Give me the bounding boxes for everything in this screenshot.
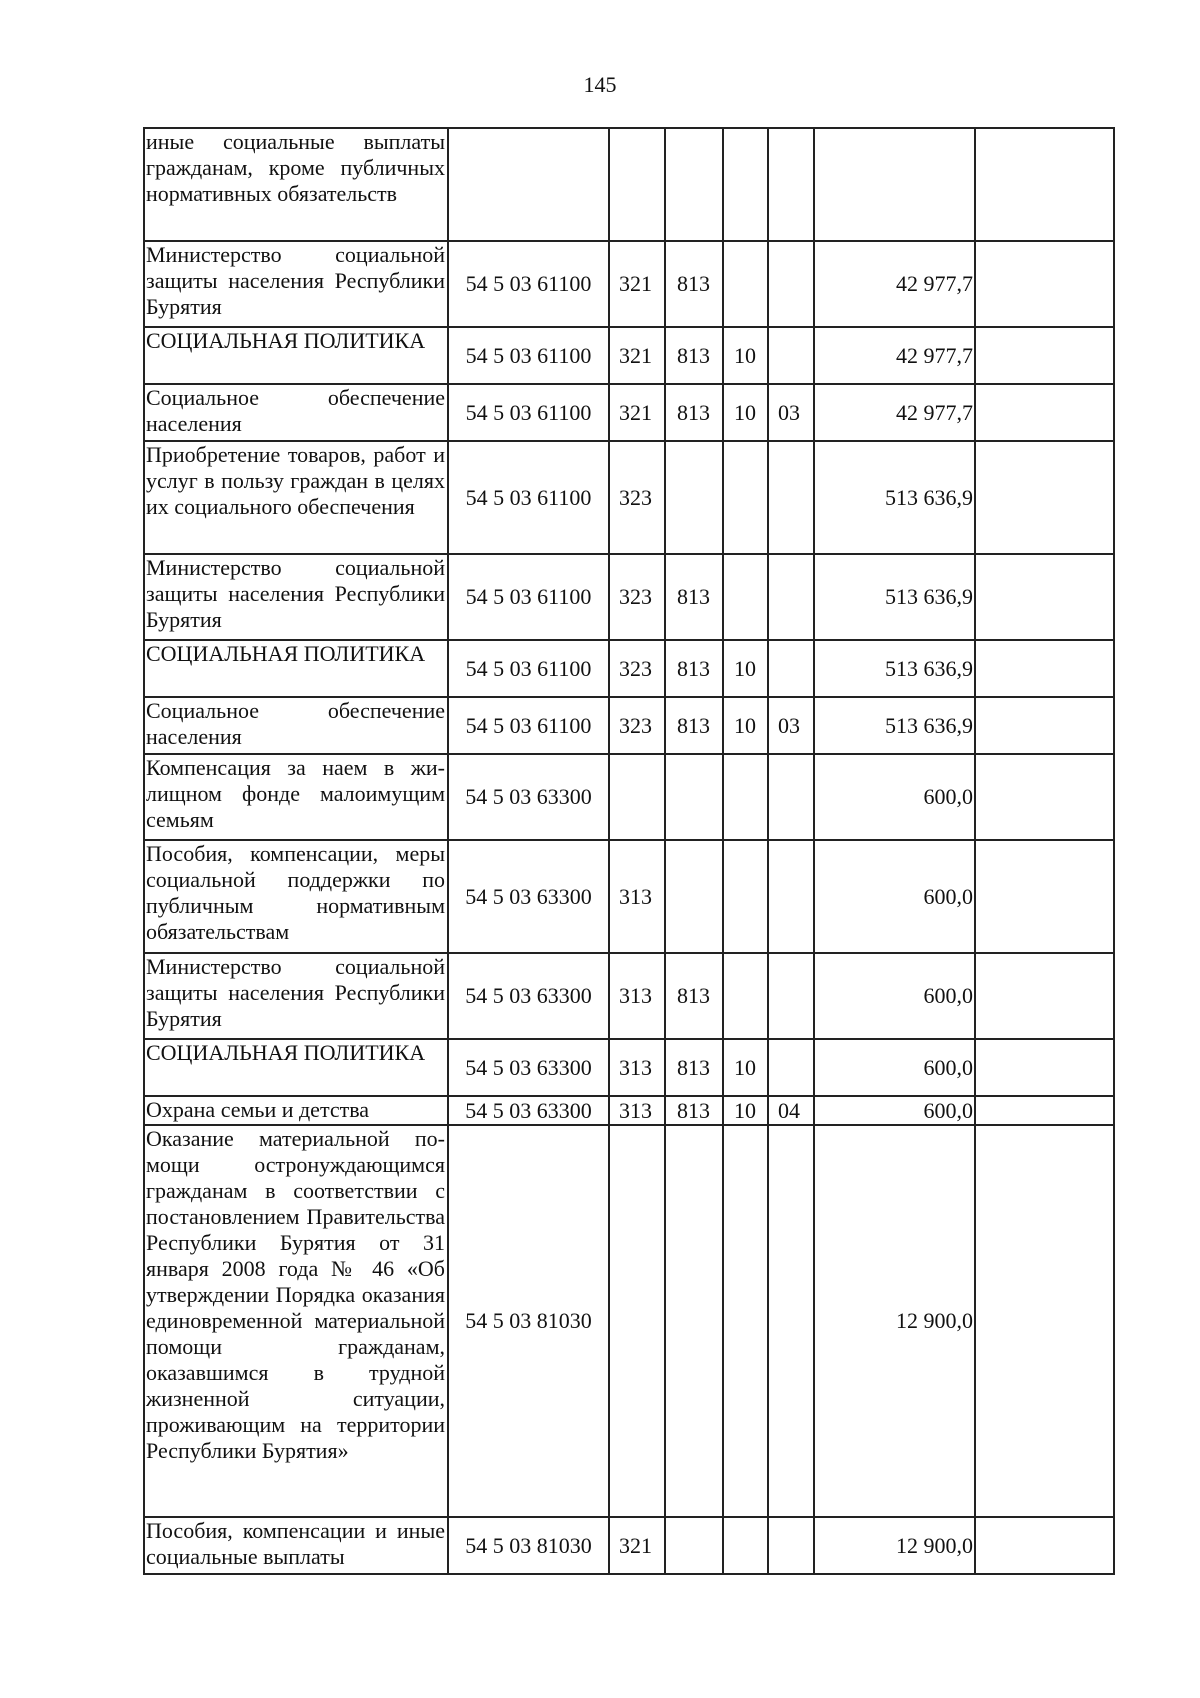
row-grbs-code: 813 [665, 241, 723, 327]
row-vr-code [609, 1125, 665, 1517]
table-row [144, 697, 1114, 754]
row-extra-cell [975, 754, 1114, 840]
row-name: СОЦИАЛЬНАЯ ПОЛИТИКА [144, 640, 448, 697]
row-pr-code [768, 640, 814, 697]
table-row [144, 1517, 1114, 1574]
row-vr-code: 313 [609, 1096, 665, 1125]
row-extra-cell [975, 554, 1114, 640]
row-extra-cell [975, 953, 1114, 1039]
row-rz-code [723, 840, 768, 953]
table-row [144, 953, 1114, 1039]
row-extra-cell [975, 697, 1114, 754]
row-csr-code: 54 5 03 63300 [448, 840, 609, 953]
row-name: Приобретение товаров, работ и услуг в пользу граждан в целях их социального обеспечения [144, 441, 448, 554]
row-csr-code: 54 5 03 63300 [448, 1039, 609, 1096]
row-pr-code: 03 [768, 697, 814, 754]
row-vr-code: 321 [609, 1517, 665, 1574]
table-row [144, 754, 1114, 840]
row-vr-code: 323 [609, 441, 665, 554]
row-rz-code: 10 [723, 1096, 768, 1125]
budget-table [143, 127, 1115, 1575]
row-csr-code: 54 5 03 63300 [448, 953, 609, 1039]
row-grbs-code [665, 840, 723, 953]
row-extra-cell [975, 384, 1114, 441]
table-row [144, 241, 1114, 327]
row-vr-code: 313 [609, 1039, 665, 1096]
row-grbs-code: 813 [665, 327, 723, 384]
row-extra-cell [975, 241, 1114, 327]
row-rz-code: 10 [723, 384, 768, 441]
row-pr-code [768, 1125, 814, 1517]
row-rz-code [723, 754, 768, 840]
row-grbs-code [665, 441, 723, 554]
row-grbs-code: 813 [665, 1039, 723, 1096]
row-name: Пособия, компенсации и иные социальные выплаты [144, 1517, 448, 1574]
row-extra-cell [975, 327, 1114, 384]
table-row [144, 640, 1114, 697]
row-rz-code [723, 241, 768, 327]
row-name: Оказание материальной помощи остронуждающимся гражданам в соответствии с постановлением Правительства Республики Бурятия от 31 января 2008 года № 46 «Об утверждении Порядка оказания единовременной материальной помощи гражданам, оказавшимся в трудной жизненной ситуации, проживающим на территории Республики Бурятия» [144, 1125, 448, 1517]
row-sum: 600,0 [814, 754, 975, 840]
table-row [144, 327, 1114, 384]
row-grbs-code [665, 1517, 723, 1574]
row-pr-code: 04 [768, 1096, 814, 1125]
row-vr-code: 323 [609, 697, 665, 754]
row-csr-code: 54 5 03 61100 [448, 640, 609, 697]
row-rz-code [723, 128, 768, 241]
row-sum: 42 977,7 [814, 327, 975, 384]
row-grbs-code: 813 [665, 697, 723, 754]
row-rz-code [723, 1125, 768, 1517]
row-grbs-code: 813 [665, 384, 723, 441]
table-row [144, 1096, 1114, 1125]
row-rz-code: 10 [723, 1039, 768, 1096]
row-csr-code: 54 5 03 61100 [448, 241, 609, 327]
row-sum: 600,0 [814, 1096, 975, 1125]
row-rz-code [723, 1517, 768, 1574]
row-extra-cell [975, 1096, 1114, 1125]
row-extra-cell [975, 640, 1114, 697]
row-vr-code: 321 [609, 327, 665, 384]
row-extra-cell [975, 128, 1114, 241]
row-name: Министерство социальной защиты населения Республики Бурятия [144, 953, 448, 1039]
row-rz-code [723, 554, 768, 640]
row-vr-code: 313 [609, 840, 665, 953]
row-grbs-code [665, 754, 723, 840]
row-rz-code [723, 953, 768, 1039]
page-number: 145 [583, 72, 617, 97]
row-sum: 600,0 [814, 953, 975, 1039]
row-sum: 513 636,9 [814, 640, 975, 697]
row-sum: 12 900,0 [814, 1125, 975, 1517]
row-name: Министерство социальной защиты населения Республики Бурятия [144, 554, 448, 640]
table-row [144, 554, 1114, 640]
row-pr-code [768, 754, 814, 840]
row-grbs-code [665, 128, 723, 241]
row-csr-code: 54 5 03 81030 [448, 1125, 609, 1517]
row-rz-code: 10 [723, 697, 768, 754]
row-pr-code [768, 1517, 814, 1574]
row-sum: 42 977,7 [814, 241, 975, 327]
row-name: Социальное обеспечение населения [144, 384, 448, 441]
row-pr-code [768, 441, 814, 554]
row-name: Компенсация за наем в жилищном фонде малоимущим семьям [144, 754, 448, 840]
row-pr-code: 03 [768, 384, 814, 441]
row-grbs-code: 813 [665, 1096, 723, 1125]
table-row [144, 384, 1114, 441]
row-name: СОЦИАЛЬНАЯ ПОЛИТИКА [144, 1039, 448, 1096]
row-extra-cell [975, 1039, 1114, 1096]
table-row [144, 441, 1114, 554]
row-rz-code [723, 441, 768, 554]
row-extra-cell [975, 1125, 1114, 1517]
row-sum: 600,0 [814, 840, 975, 953]
row-vr-code [609, 128, 665, 241]
row-csr-code: 54 5 03 61100 [448, 327, 609, 384]
row-name: Охрана семьи и детства [144, 1096, 448, 1125]
row-csr-code: 54 5 03 61100 [448, 441, 609, 554]
row-sum: 513 636,9 [814, 554, 975, 640]
row-name: Пособия, компенсации, меры социальной поддержки по публичным нормативным обязательствам [144, 840, 448, 953]
row-extra-cell [975, 1517, 1114, 1574]
table-row [144, 840, 1114, 953]
row-pr-code [768, 241, 814, 327]
table-body [144, 128, 1114, 1574]
row-csr-code: 54 5 03 63300 [448, 1096, 609, 1125]
row-pr-code [768, 1039, 814, 1096]
row-vr-code [609, 754, 665, 840]
row-grbs-code: 813 [665, 953, 723, 1039]
row-rz-code: 10 [723, 327, 768, 384]
row-extra-cell [975, 840, 1114, 953]
row-name: СОЦИАЛЬНАЯ ПОЛИТИКА [144, 327, 448, 384]
row-csr-code [448, 128, 609, 241]
row-sum: 12 900,0 [814, 1517, 975, 1574]
row-grbs-code [665, 1125, 723, 1517]
table-row [144, 1125, 1114, 1517]
row-pr-code [768, 554, 814, 640]
row-pr-code [768, 953, 814, 1039]
row-vr-code: 323 [609, 554, 665, 640]
row-csr-code: 54 5 03 81030 [448, 1517, 609, 1574]
row-sum: 513 636,9 [814, 697, 975, 754]
row-vr-code: 321 [609, 384, 665, 441]
row-csr-code: 54 5 03 61100 [448, 554, 609, 640]
row-csr-code: 54 5 03 63300 [448, 754, 609, 840]
row-name: иные социальные выплаты гражданам, кроме публичных нормативных обязательств [144, 128, 448, 241]
row-vr-code: 313 [609, 953, 665, 1039]
row-vr-code: 321 [609, 241, 665, 327]
row-pr-code [768, 840, 814, 953]
row-pr-code [768, 128, 814, 241]
row-csr-code: 54 5 03 61100 [448, 697, 609, 754]
row-csr-code: 54 5 03 61100 [448, 384, 609, 441]
row-sum: 600,0 [814, 1039, 975, 1096]
table-row [144, 1039, 1114, 1096]
row-name: Социальное обеспечение населения [144, 697, 448, 754]
row-name: Министерство социальной защиты населения Республики Бурятия [144, 241, 448, 327]
row-sum: 513 636,9 [814, 441, 975, 554]
row-pr-code [768, 327, 814, 384]
row-sum: 42 977,7 [814, 384, 975, 441]
row-extra-cell [975, 441, 1114, 554]
row-rz-code: 10 [723, 640, 768, 697]
table-row [144, 128, 1114, 241]
row-sum [814, 128, 975, 241]
row-grbs-code: 813 [665, 640, 723, 697]
row-vr-code: 323 [609, 640, 665, 697]
row-grbs-code: 813 [665, 554, 723, 640]
